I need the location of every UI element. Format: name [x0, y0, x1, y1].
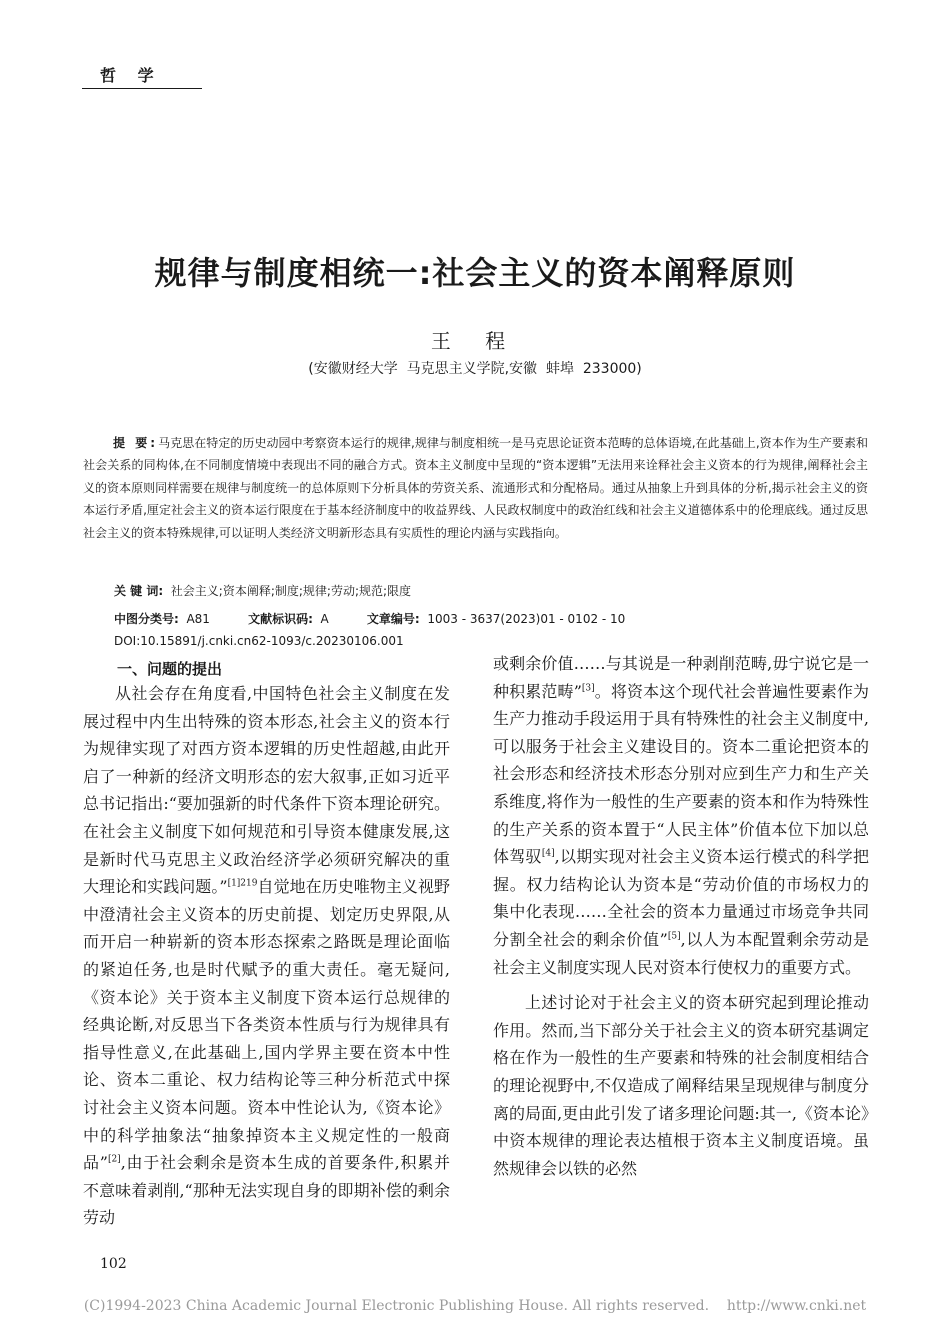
- doc-code-label: 文献标识码:: [248, 612, 313, 626]
- keywords-line: [114, 582, 411, 599]
- citation: [1]219: [227, 878, 258, 889]
- page-number: 102: [100, 1256, 127, 1272]
- body-column-left: [83, 680, 450, 1232]
- citation: [3]: [581, 683, 595, 694]
- copyright-footer: (C)1994-2023 China Academic Journal Electronic Publishing House. All rights reserved. http://www.cnki.net: [83, 1298, 867, 1314]
- body-text: ,由于社会剩余是资本生成的首要条件,积累并不意味着剥削,“那种无法实现自身的即期补偿的剩余劳动: [83, 1153, 450, 1228]
- body-text: 从社会存在角度看,中国特色社会主义制度在发展过程中内生出特殊的资本形态,社会主义的资本行为规律实现了对西方资本逻辑的历史性超越,由此开启了一种新的经济文明形态的宏大叙事,正如习近平总书记指出:“要加强新的时代条件下资本理论研究。在社会主义制度下如何规范和引导资本健康发展,这是新时代马克思主义政治经济学必须研究解决的重大理论和实践问题。”: [83, 684, 450, 897]
- clc-value: A81: [186, 612, 210, 626]
- classification-line: [114, 610, 625, 627]
- abstract: [83, 432, 868, 544]
- body-text: ,以人为本配置剩余劳动是社会主义制度实现人民对资本行使权力的重要方式。: [493, 929, 869, 977]
- article-title: 规律与制度相统一:社会主义的资本阐释原则: [154, 254, 796, 292]
- doc-code-value: A: [320, 612, 329, 626]
- citation: [4]: [541, 848, 555, 859]
- section-heading: 一、问题的提出: [117, 660, 223, 678]
- citation: [5]: [667, 931, 681, 942]
- author-affiliation: (安徽财经大学 马克思主义学院,安徽 蚌埠 233000): [308, 361, 642, 377]
- keywords-label: 关 键 词:: [114, 584, 164, 598]
- body-text: 自觉地在历史唯物主义视野中澄清社会主义资本的历史前提、划定历史界限,从而开启一种崭新的资本形态探索之路既是理论面临的紧迫任务,也是时代赋予的重大责任。毫无疑问,《资本论》关于资本主义制度下资本运行总规律的经典论断,对反思当下各类资本性质与行为规律具有指导性意义,在此基础上,国内学界主要在资本中性论、资本二重论、权力结构论等三种分析范式中探讨社会主义资本问题。资本中性论认为,《资本论》中的科学抽象法“抽象掉资本主义规定性的一般商品”: [83, 877, 450, 1173]
- body-paragraph: 上述讨论对于社会主义的资本研究起到理论推动作用。然而,当下部分关于社会主义的资本研究基调定格在作为一般性的生产要素和特殊的社会制度相结合的理论视野中,不仅造成了阐释结果呈现规律与制度分离的局面,更由此引发了诸多理论问题:其一,《资本论》中资本规律的理论表达植根于资本主义制度语境。虽然规律会以铁的必然: [493, 993, 869, 1178]
- body-paragraph: [83, 680, 450, 1232]
- abstract-text: 马克思在特定的历史动园中考察资本运行的规律,规律与制度相统一是马克思论证资本范畴的总体语境,在此基础上,资本作为生产要素和社会关系的同构体,在不同制度情境中表现出不同的融合方式。资本主义制度中呈现的“资本逻辑”无法用来诠释社会主义资本的行为规律,阐释社会主义的资本原则同样需要在规律与制度统一的总体原则下分析具体的劳资关系、流通形式和分配格局。通过从抽象上升到具体的分析,揭示社会主义的资本运行矛盾,厘定社会主义的资本运行限度在于基本经济制度中的收益界线、人民政权制度中的政治红线和社会主义道德体系中的伦理底线。通过反思社会主义的资本特殊规律,可以证明人类经济文明新形态具有实质性的理论内涵与实践指向。: [83, 436, 869, 540]
- body-paragraph: [493, 650, 869, 981]
- keywords-text: 社会主义;资本阐释;制度;规律;劳动;规范;限度: [170, 584, 412, 598]
- section-rule: [82, 88, 202, 89]
- body-column-right: [493, 650, 869, 1182]
- article-number-value: 1003 - 3637(2023)01 - 0102 - 10: [427, 612, 626, 626]
- doi: DOI:10.15891/j.cnki.cn62-1093/c.20230106.001: [114, 634, 404, 648]
- author-name: 王 程: [430, 329, 520, 353]
- body-text: 。将资本这个现代社会普遍性要素作为生产力推动手段运用于具有特殊性的社会主义制度中,可以服务于社会主义建设目的。资本二重论把资本的社会形态和经济技术形态分别对应到生产力和生产关系维度,将作为一般性的生产要素的资本和作为特殊性的生产关系的资本置于“人民主体”价值本位下加以总体驾驭: [493, 681, 869, 867]
- abstract-label: 提 要:: [113, 436, 159, 450]
- citation: [2]: [107, 1154, 121, 1165]
- clc-label: 中图分类号:: [114, 612, 179, 626]
- article-number-label: 文章编号:: [366, 612, 420, 626]
- body-text: ,以期实现对社会主义资本运行模式的科学把握。权力结构论认为资本是“劳动价值的市场权力的集中化表现……全社会的资本力量通过市场竞争共同分割全社会的剩余价值”: [493, 847, 869, 949]
- section-tag: 哲 学: [100, 66, 162, 85]
- body-text: 或剩余价值……与其说是一种剥削范畴,毋宁说它是一种积累范畴”: [493, 654, 869, 701]
